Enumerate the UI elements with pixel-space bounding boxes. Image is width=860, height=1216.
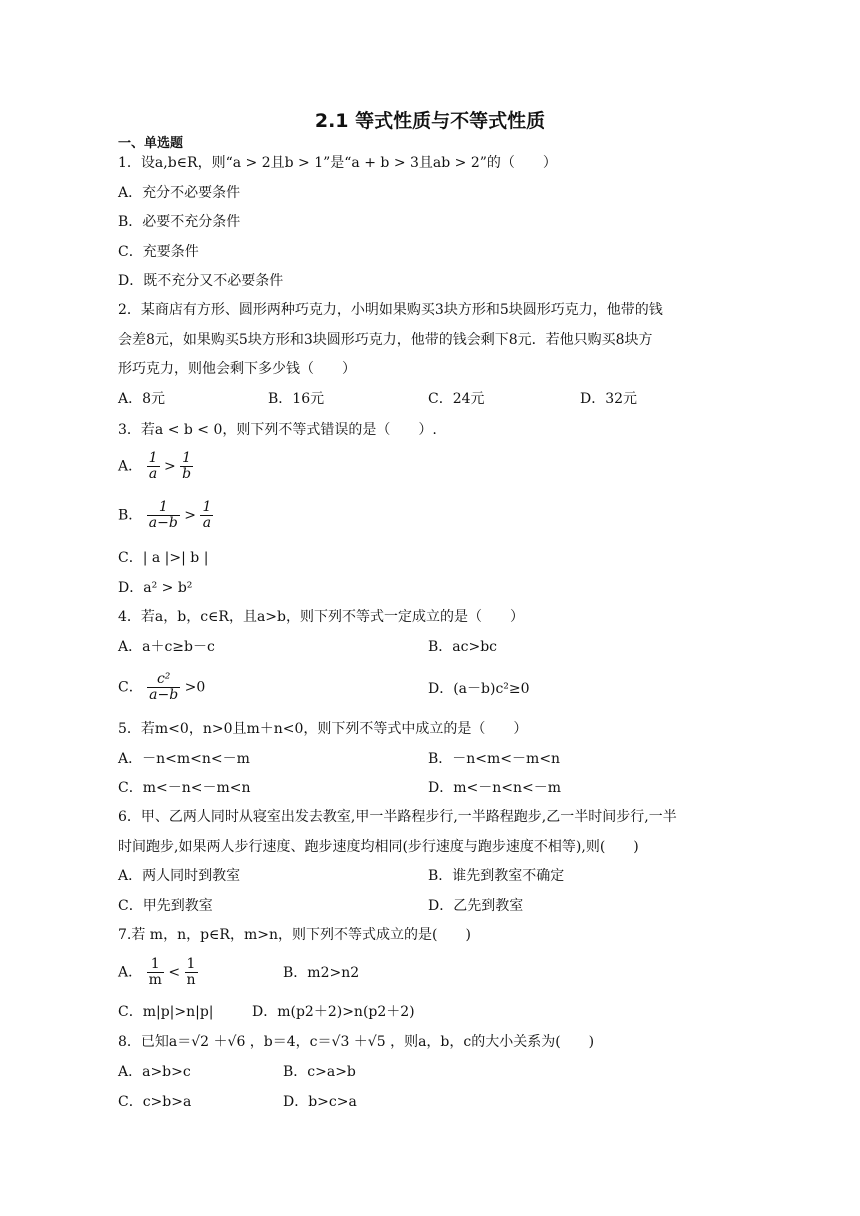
fraction	[180, 451, 193, 482]
question-6-option-b: B．谁先到教室不确定	[428, 868, 565, 884]
question-8-option-c: C．c>b>a	[118, 1094, 192, 1110]
option-label: A．	[118, 964, 143, 981]
fraction	[200, 500, 213, 531]
question-3-option-c: C．| a |>| b |	[118, 550, 209, 566]
question-4-option-a: A．a＋c≥b－c	[118, 639, 215, 655]
question-5-stem: 5．若m<0，n>0且m＋n<0，则下列不等式中成立的是（ ）	[118, 721, 528, 737]
fraction	[147, 957, 164, 988]
option-label: B．	[118, 507, 143, 524]
section-heading: 一、单选题	[118, 136, 184, 151]
question-6-option-d: D．乙先到教室	[428, 898, 524, 914]
question-6-stem-line-2: 时间跑步,如果两人步行速度、跑步速度均相同(步行速度与跑步速度不相等),则( )	[118, 839, 639, 855]
numerator: 1	[185, 957, 198, 973]
numerator: 1	[180, 451, 193, 467]
question-1-option-a: A．充分不必要条件	[118, 185, 241, 201]
question-8-option-b: B．c>a>b	[283, 1064, 356, 1080]
question-8-option-a: A．a>b>c	[118, 1064, 191, 1080]
question-4-option-d: D．(a－b)c²≥0	[428, 681, 530, 697]
question-6-stem-line-1: 6．甲、乙两人同时从寝室出发去教室,甲一半路程步行,一半路程跑步,乙一半时间步行,一半	[118, 809, 677, 825]
question-1-option-c: C．充要条件	[118, 244, 199, 260]
question-6-option-a: A．两人同时到教室	[118, 868, 241, 884]
question-4-option-c	[118, 672, 205, 703]
operator: <	[168, 964, 181, 981]
question-5-option-c: C．m<－n<－m<n	[118, 780, 251, 796]
option-label: C．	[118, 679, 143, 696]
question-2-stem-line-2: 会差8元，如果购买5块方形和3块圆形巧克力，他带的钱会剩下8元．若他只购买8块方	[118, 332, 653, 348]
denominator: a−b	[148, 515, 178, 531]
question-1-option-d: D．既不充分又不必要条件	[118, 273, 284, 289]
operator: >	[163, 458, 176, 475]
question-5-option-b: B．－n<m<－m<n	[428, 751, 561, 767]
denominator: a−b	[149, 687, 179, 703]
question-3-option-b	[118, 500, 213, 531]
question-3-stem: 3．若a < b < 0，则下列不等式错误的是（ ）.	[118, 422, 437, 438]
question-3-option-d: D．a² > b²	[118, 580, 193, 596]
fraction	[147, 672, 180, 703]
fraction	[185, 957, 198, 988]
question-5-option-a: A．－n<m<n<－m	[118, 751, 250, 767]
numerator: 1	[147, 500, 180, 516]
question-7-option-d: D．m(p2＋2)>n(p2＋2)	[252, 1004, 415, 1020]
question-8-stem: 8．已知a＝√2 ＋√6 ，b＝4，c＝√3 ＋√5 ，则a，b，c的大小关系为( )	[118, 1034, 595, 1050]
question-2-option-d: D．32元	[580, 391, 638, 407]
numerator: 1	[148, 450, 158, 466]
denominator: m	[148, 972, 162, 988]
question-2-option-c: C．24元	[428, 391, 485, 407]
denominator: b	[182, 466, 192, 482]
operator: >	[184, 507, 196, 524]
fraction	[147, 500, 180, 531]
question-2-stem-line-3: 形巧克力，则他会剩下多少钱（ ）	[118, 361, 356, 377]
question-4-option-b: B．ac>bc	[428, 639, 498, 655]
fraction	[147, 451, 160, 482]
option-label: A．	[118, 458, 143, 475]
question-7-option-a	[118, 957, 198, 988]
denominator: a	[202, 515, 212, 531]
question-8-option-d: D．b>c>a	[283, 1094, 357, 1110]
page-title: 2.1 等式性质与不等式性质	[314, 110, 546, 132]
question-3-option-a	[118, 451, 193, 482]
option-tail: >0	[184, 679, 206, 696]
question-7-option-b: B．m2>n2	[283, 965, 360, 981]
question-2-stem-line-1: 2．某商店有方形、圆形两种巧克力，小明如果购买3块方形和5块圆形巧克力，他带的钱	[118, 302, 663, 318]
denominator: a	[148, 466, 158, 482]
question-7-stem: 7.若 m，n，p∈R，m>n，则下列不等式成立的是( )	[118, 927, 471, 943]
question-5-option-d: D．m<－n<n<－m	[428, 780, 561, 796]
question-1-option-b: B．必要不充分条件	[118, 214, 241, 230]
numerator: 1	[202, 499, 212, 515]
numerator: c²	[147, 672, 180, 688]
numerator: 1	[147, 957, 164, 973]
denominator: n	[186, 972, 196, 988]
question-6-option-c: C．甲先到教室	[118, 898, 213, 914]
question-2-option-b: B．16元	[268, 391, 325, 407]
question-4-stem: 4．若a，b，c∈R，且a>b，则下列不等式一定成立的是（ ）	[118, 609, 524, 625]
question-2-option-a: A．8元	[118, 391, 166, 407]
question-1-stem: 1．设a,b∈R，则“a > 2且b > 1”是“a + b > 3且ab > 2”的（ ）	[118, 155, 557, 171]
question-7-option-c: C．m|p|>n|p|	[118, 1004, 214, 1020]
